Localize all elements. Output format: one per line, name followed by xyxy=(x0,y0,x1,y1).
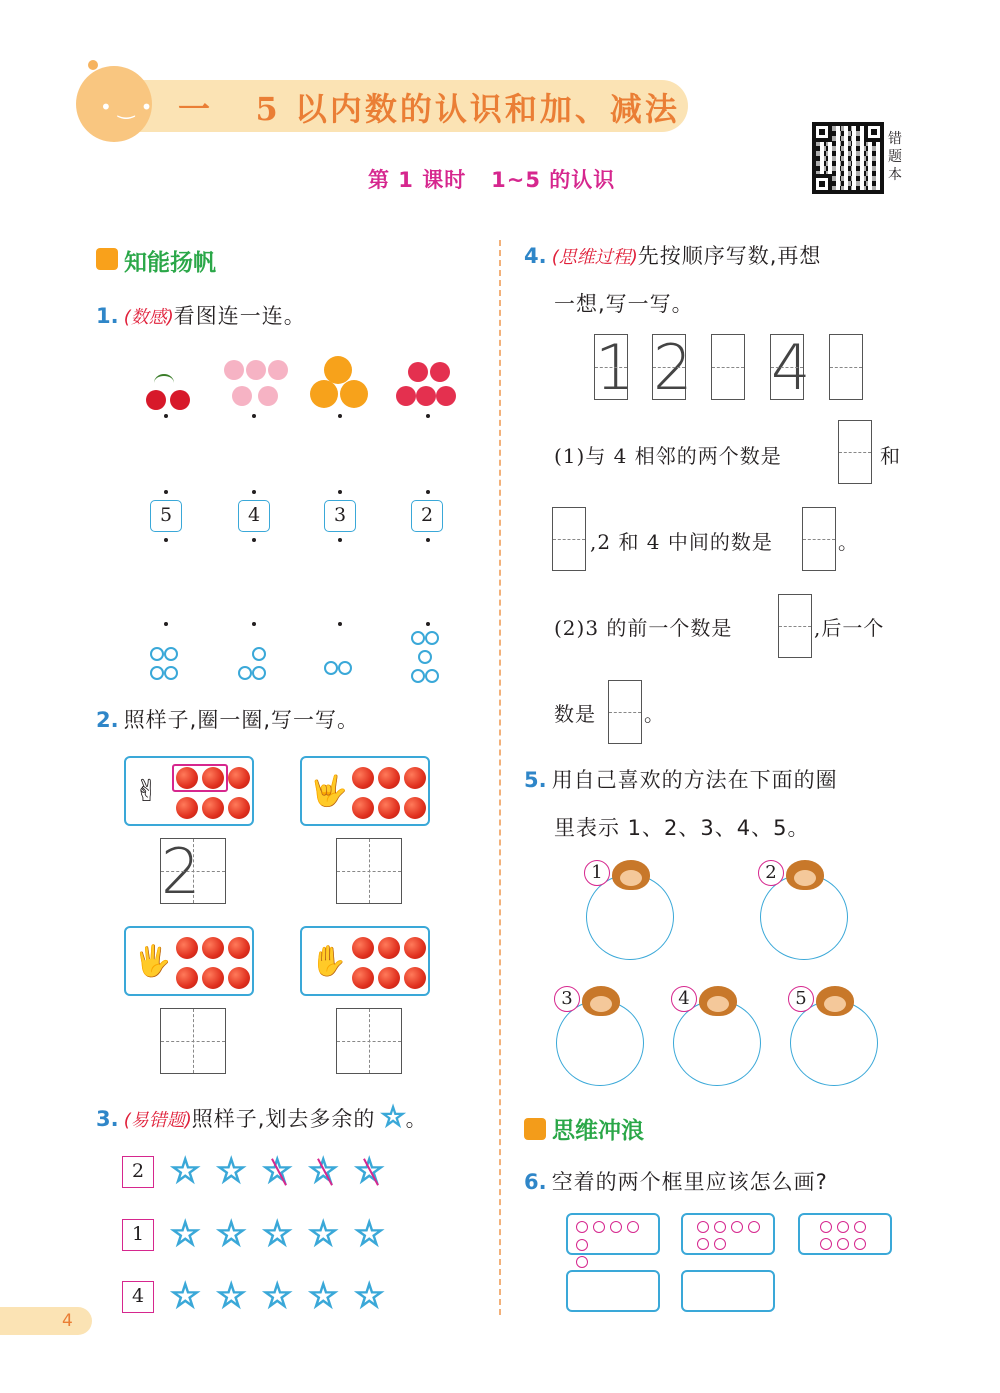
circles-group-5 xyxy=(411,630,445,687)
circle-label: 2 xyxy=(758,860,784,886)
part1-text-a: (1)与 4 相邻的两个数是 xyxy=(554,444,782,468)
section-heading-challenge: 思维冲浪 xyxy=(552,1118,644,1144)
hand-two-icon: ✌ xyxy=(134,774,160,809)
empty-answer-box[interactable] xyxy=(566,1270,660,1312)
question-3 xyxy=(96,1100,428,1134)
pattern-box xyxy=(681,1213,775,1255)
count-box: 4 xyxy=(122,1281,154,1313)
lesson-title xyxy=(368,164,615,194)
circle-label: 4 xyxy=(671,986,697,1012)
answer-box[interactable] xyxy=(838,420,872,484)
answer-box[interactable] xyxy=(802,507,836,571)
qr-corner-icon xyxy=(812,122,832,142)
connect-dot[interactable] xyxy=(338,490,342,494)
question-number: 5. xyxy=(524,768,547,792)
connect-dot[interactable] xyxy=(338,538,342,542)
connect-dot[interactable] xyxy=(252,538,256,542)
question-text: 照样子,圈一圈,写一写。 xyxy=(123,708,360,732)
circles-group-3 xyxy=(238,646,272,684)
question-text-line2: 一想,写一写。 xyxy=(554,292,694,316)
circle-label: 3 xyxy=(554,986,580,1012)
tomato-panel xyxy=(124,926,254,996)
question-text: 照样子,划去多余的 xyxy=(191,1107,376,1131)
star-icon[interactable]: ☆ xyxy=(170,1151,201,1191)
question-1 xyxy=(96,300,306,330)
sun-antenna-icon xyxy=(88,60,98,70)
star-icon[interactable]: ☆ xyxy=(308,1151,339,1191)
star-icon[interactable]: ☆ xyxy=(308,1276,339,1316)
wave-icon xyxy=(524,1118,546,1140)
sequence-box[interactable] xyxy=(594,331,635,404)
monkey-icon xyxy=(699,986,737,1016)
count-box: 2 xyxy=(122,1156,154,1188)
sequence-box[interactable] xyxy=(711,334,745,400)
hand-three-icon: 🤟 xyxy=(310,774,348,809)
question-number: 1. xyxy=(96,304,119,328)
answer-grid[interactable] xyxy=(336,1008,402,1074)
empty-answer-box[interactable] xyxy=(681,1270,775,1312)
qr-label: 错题本 xyxy=(888,131,902,183)
question-text: 看图连一连。 xyxy=(173,304,306,328)
sequence-box[interactable] xyxy=(829,334,863,400)
connect-dot[interactable] xyxy=(164,622,168,626)
sail-icon xyxy=(96,248,118,270)
part1-text-d: 。 xyxy=(838,530,859,554)
question-number: 6. xyxy=(524,1170,547,1194)
circles-group-4 xyxy=(150,646,184,684)
question-number: 4. xyxy=(524,244,547,268)
question-tag: (数感) xyxy=(123,307,174,328)
part2-text-c: 数是 xyxy=(554,702,596,726)
question-text: 空着的两个框里应该怎么画? xyxy=(551,1170,828,1194)
connect-dot[interactable] xyxy=(426,538,430,542)
question-number: 3. xyxy=(96,1107,119,1131)
section-heading-basics: 知能扬帆 xyxy=(124,250,216,276)
hand-five-icon: ✋ xyxy=(310,944,348,979)
sequence-box[interactable] xyxy=(652,331,693,404)
star-icon: ☆ xyxy=(380,1100,406,1133)
tomato-panel xyxy=(124,756,254,826)
star-icon[interactable]: ☆ xyxy=(262,1151,293,1191)
qr-corner-icon xyxy=(812,174,832,194)
question-number: 2. xyxy=(96,708,119,732)
connect-dot[interactable] xyxy=(426,490,430,494)
sequence-value: 1 xyxy=(595,331,635,404)
connect-dot[interactable] xyxy=(252,490,256,494)
question-4 xyxy=(524,240,821,270)
lesson-topic: 1~5 的认识 xyxy=(491,168,616,192)
star-icon[interactable]: ☆ xyxy=(354,1276,385,1316)
page-tab xyxy=(0,1307,92,1335)
hand-four-icon: 🖐 xyxy=(134,944,172,979)
tomato-panel xyxy=(300,926,430,996)
connect-dot[interactable] xyxy=(426,414,430,418)
part2-text-b: ,后一个 xyxy=(814,616,885,640)
answer-grid[interactable] xyxy=(336,838,402,904)
connect-dot[interactable] xyxy=(164,414,168,418)
answer-box[interactable] xyxy=(778,594,812,658)
sequence-box[interactable] xyxy=(770,331,811,404)
tomato-panel xyxy=(300,756,430,826)
monkey-icon xyxy=(816,986,854,1016)
connect-dot[interactable] xyxy=(252,414,256,418)
monkey-icon xyxy=(612,860,650,890)
answer-grid[interactable] xyxy=(160,1008,226,1074)
star-icon[interactable]: ☆ xyxy=(216,1214,247,1254)
connect-dot[interactable] xyxy=(426,622,430,626)
number-box: 2 xyxy=(411,500,443,532)
sample-answer: 2 xyxy=(161,835,201,908)
connect-dot[interactable] xyxy=(164,538,168,542)
question-tag: (易错题) xyxy=(123,1110,192,1131)
star-icon[interactable]: ☆ xyxy=(216,1151,247,1191)
question-tag: (思维过程) xyxy=(551,247,638,268)
question-text: 先按顺序写数,再想 xyxy=(637,244,822,268)
connect-dot[interactable] xyxy=(252,622,256,626)
star-icon[interactable]: ☆ xyxy=(354,1214,385,1254)
star-icon[interactable]: ☆ xyxy=(262,1276,293,1316)
connect-dot[interactable] xyxy=(164,490,168,494)
pattern-box xyxy=(798,1213,892,1255)
page-number: 4 xyxy=(62,1311,73,1331)
question-5 xyxy=(524,764,838,794)
part1-text-b: 和 xyxy=(880,444,901,468)
circle-label: 1 xyxy=(584,860,610,886)
star-icon[interactable]: ☆ xyxy=(216,1276,247,1316)
sequence-value: 2 xyxy=(653,331,693,404)
sequence-value: 4 xyxy=(771,331,811,404)
star-icon[interactable]: ☆ xyxy=(354,1151,385,1191)
number-box: 5 xyxy=(150,500,182,532)
star-icon[interactable]: ☆ xyxy=(308,1214,339,1254)
count-box: 1 xyxy=(122,1219,154,1251)
answer-grid[interactable] xyxy=(160,835,226,908)
star-icon[interactable]: ☆ xyxy=(170,1214,201,1254)
number-box: 4 xyxy=(238,500,270,532)
answer-box[interactable] xyxy=(608,680,642,744)
sun-face-icon: • ‿ • xyxy=(100,95,153,119)
column-divider xyxy=(499,240,501,1315)
monkey-icon xyxy=(786,860,824,890)
question-2 xyxy=(96,704,359,734)
monkey-icon xyxy=(582,986,620,1016)
part1-text-c: ,2 和 4 中间的数是 xyxy=(590,530,773,554)
qr-corner-icon xyxy=(864,122,884,142)
part2-text-d: 。 xyxy=(644,702,665,726)
answer-box[interactable] xyxy=(552,507,586,571)
chapter-name: 5 以内数的认识和加、减法 xyxy=(255,90,680,128)
part2-text-a: (2)3 的前一个数是 xyxy=(554,616,733,640)
lesson-number: 第 1 课时 xyxy=(368,168,467,192)
star-icon[interactable]: ☆ xyxy=(170,1276,201,1316)
question-text-end: 。 xyxy=(405,1107,428,1131)
question-6 xyxy=(524,1166,828,1196)
question-text-line2: 里表示 1、2、3、4、5。 xyxy=(554,816,810,840)
connect-dot[interactable] xyxy=(338,622,342,626)
chapter-number: 一 xyxy=(178,90,214,128)
connect-dot[interactable] xyxy=(338,414,342,418)
sequence-value xyxy=(830,335,862,399)
number-box: 3 xyxy=(324,500,356,532)
sequence-value xyxy=(712,335,744,399)
pattern-box xyxy=(566,1213,660,1255)
circles-group-2 xyxy=(324,660,358,679)
question-text: 用自己喜欢的方法在下面的圈 xyxy=(551,768,838,792)
chapter-title xyxy=(178,84,680,130)
circle-label: 5 xyxy=(788,986,814,1012)
star-icon[interactable]: ☆ xyxy=(262,1214,293,1254)
